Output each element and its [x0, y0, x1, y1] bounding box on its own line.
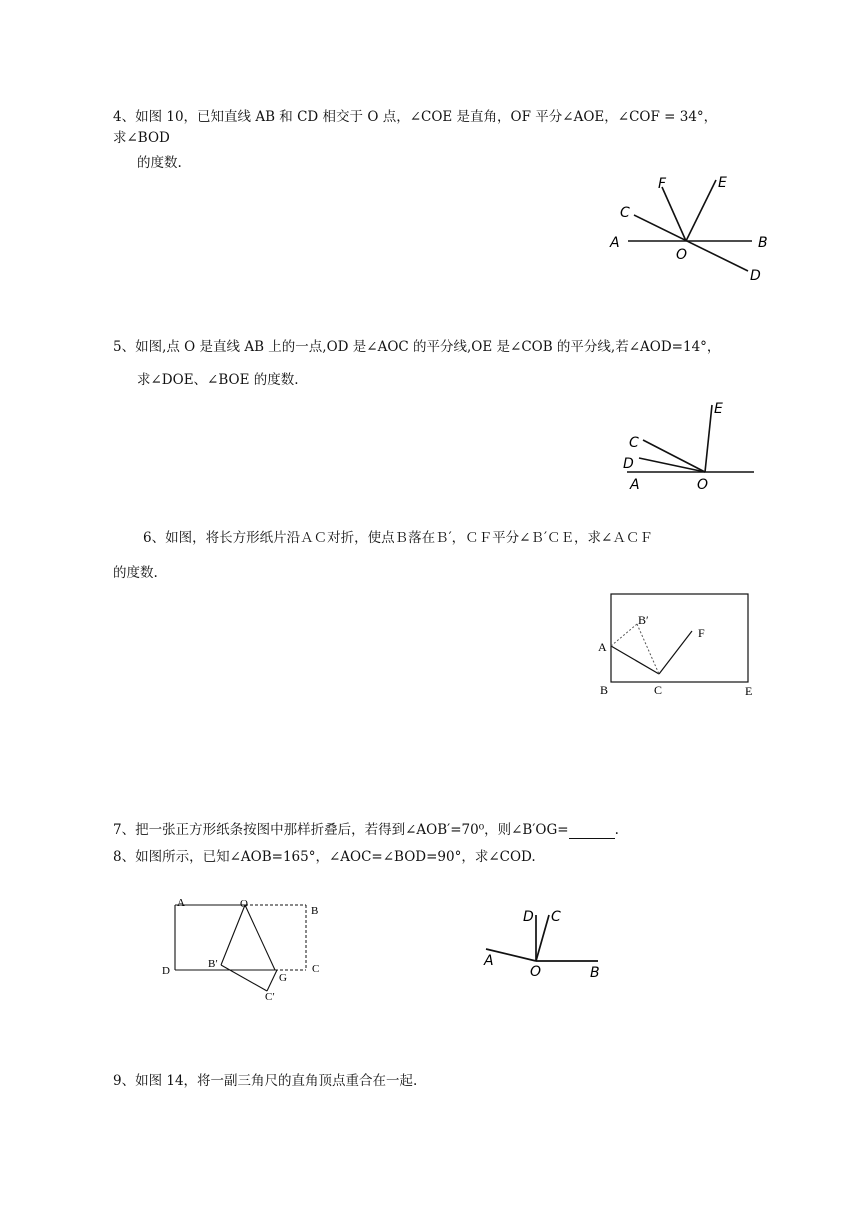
fig8-label-A: A	[484, 953, 494, 969]
fig4-label-D: D	[750, 268, 761, 284]
problem-7-answer-blank[interactable]	[569, 824, 615, 839]
fig7-label-A: A	[177, 897, 185, 909]
figure-7-folded-strip	[155, 895, 330, 1000]
problem-5-line-1: 5、如图,点 O 是直线 AB 上的一点,OD 是∠AOC 的平分线,OE 是∠COB 的平分线,若∠AOD=14°，	[113, 339, 721, 355]
fig4-label-E: E	[718, 175, 727, 191]
fig8-label-D: D	[523, 909, 534, 925]
fig4-label-B: B	[758, 235, 768, 251]
fig5-label-E: E	[714, 401, 723, 417]
fig6-label-E: E	[745, 684, 753, 698]
fig4-label-F: F	[658, 176, 667, 192]
fig8-label-C: C	[551, 909, 561, 925]
problem-7-text: 7、把一张正方形纸条按图中那样折叠后，若得到∠AOB′=70⁰，则∠B′OG=	[113, 822, 569, 838]
fig6-label-A: A	[598, 640, 607, 654]
problem-4-line-1: 4、如图 10，已知直线 AB 和 CD 相交于 O 点，∠COE 是直角，OF 平分∠AOE，∠COF = 34°，	[113, 109, 718, 125]
fig7-label-B: B	[311, 905, 319, 917]
fig5-label-D: D	[623, 456, 634, 472]
problem-4-line-3: 的度数.	[137, 155, 182, 171]
figure-5-angle-bisectors	[615, 393, 760, 493]
problem-9-line: 9、如图 14，将一副三角尺的直角顶点重合在一起.	[113, 1073, 418, 1089]
fig8-label-B: B	[590, 965, 600, 981]
fig4-label-C: C	[620, 205, 630, 221]
problem-6-line-2: 的度数.	[113, 565, 158, 581]
problem-4-line-2: 求∠BOD	[113, 130, 170, 146]
figure-4-intersecting-lines	[600, 170, 780, 285]
figure-6-folded-rectangle	[592, 588, 760, 703]
fig7-label-C: C	[312, 963, 320, 975]
fig7-label-C-prime: C′	[265, 991, 275, 1000]
fig5-label-O: O	[697, 477, 709, 493]
fig6-label-B-prime: B′	[638, 613, 649, 627]
fig8-label-O: O	[530, 964, 542, 980]
fig5-label-A: A	[630, 477, 640, 493]
fig7-label-D: D	[162, 965, 170, 977]
fig5-label-C: C	[629, 435, 639, 451]
fig7-label-G: G	[279, 972, 287, 984]
fig4-label-A: A	[610, 235, 620, 251]
problem-7-suffix: .	[614, 822, 619, 838]
fig6-label-B: B	[600, 683, 609, 697]
problem-7-line	[113, 821, 619, 839]
fig7-label-B-prime: B′	[208, 958, 218, 970]
fig7-label-O: O	[240, 898, 248, 910]
fig4-label-O: O	[676, 247, 688, 263]
problem-6-line-1: 6、如图，将长方形纸片沿ＡＣ对折，使点Ｂ落在Ｂ′，ＣＦ平分∠Ｂ′ＣＥ，求∠ＡＣＦ	[143, 530, 653, 546]
fig6-label-F: F	[698, 626, 705, 640]
problem-5-line-2: 求∠DOE、∠BOE 的度数.	[137, 372, 299, 388]
figure-8-angles	[478, 903, 613, 981]
fig6-label-C: C	[654, 683, 663, 697]
problem-8-line: 8、如图所示，已知∠AOB=165°，∠AOC=∠BOD=90°，求∠COD.	[113, 849, 536, 865]
